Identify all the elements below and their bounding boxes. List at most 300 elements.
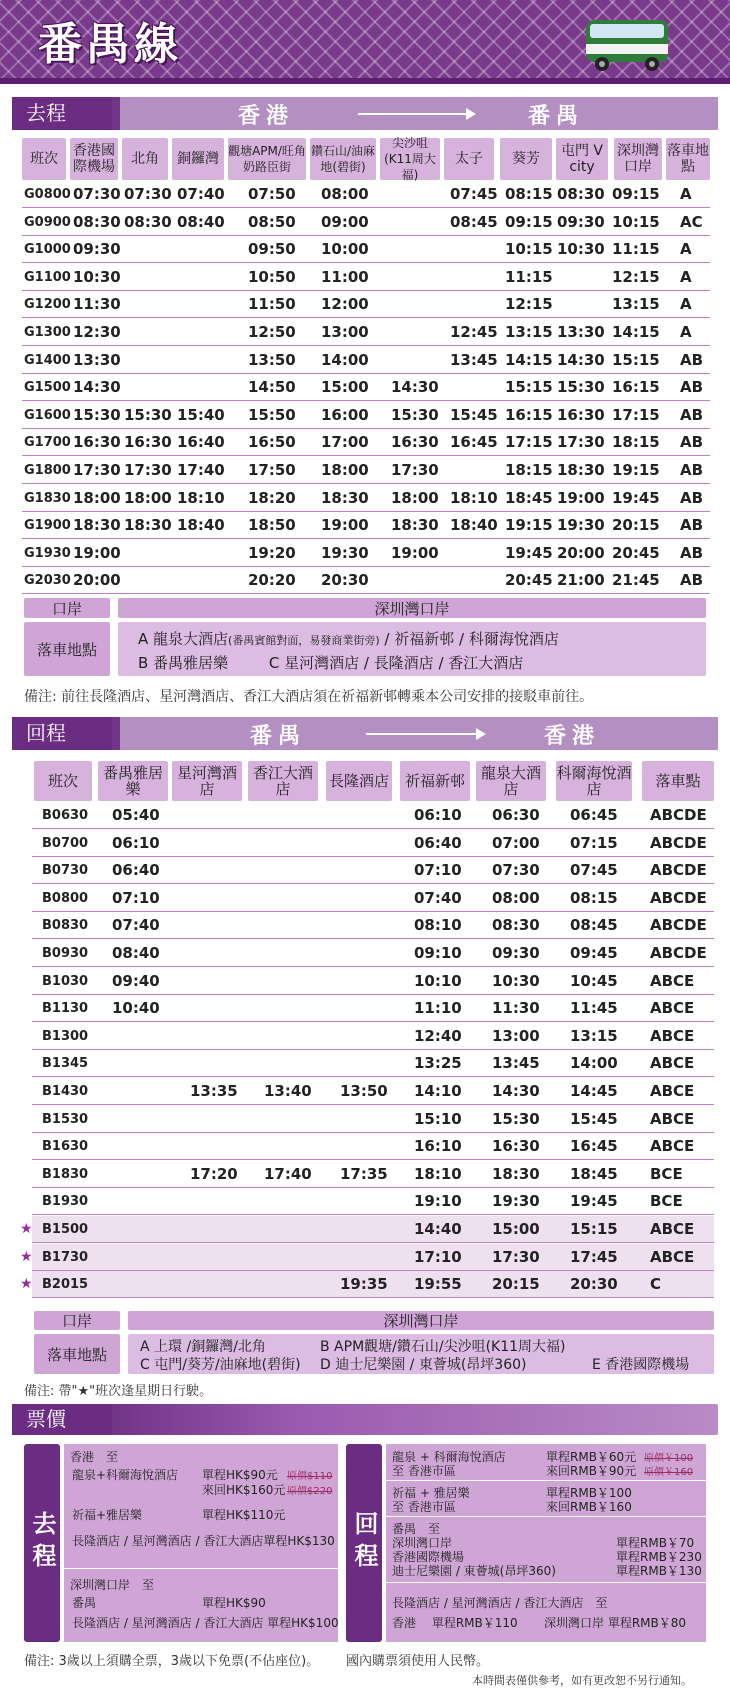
outbound-header-3: 銅鑼灣 <box>172 138 224 180</box>
outbound-row <box>22 567 710 594</box>
time-cell: 19:55 <box>414 1275 462 1294</box>
divider <box>64 1568 338 1569</box>
inbound-drop-b: B APM觀塘/鑽石山/尖沙咀(K11周大福) <box>320 1339 566 1355</box>
drop-point: ABCDE <box>650 916 707 935</box>
time-cell: 16:30 <box>124 433 172 452</box>
inbound-tab: 回程 <box>12 717 112 750</box>
trip-code: B1030 <box>42 973 89 989</box>
inbound-row <box>32 912 714 939</box>
time-cell: 10:30 <box>557 240 605 259</box>
time-cell: 08:00 <box>492 888 540 907</box>
time-cell: 11:15 <box>505 267 553 286</box>
time-cell: 12:40 <box>414 1026 462 1045</box>
time-cell: 17:10 <box>414 1247 462 1266</box>
outbound-row <box>22 429 710 456</box>
drop-point: A <box>680 323 692 341</box>
outbound-row <box>22 319 710 346</box>
inbound-drop-label: 落車地點 <box>34 1334 120 1374</box>
time-cell: 10:15 <box>612 212 660 231</box>
time-cell: 17:30 <box>124 461 172 479</box>
time-cell: 11:50 <box>248 295 296 314</box>
fare-out-l2: 祈福+雅居樂 <box>72 1508 143 1522</box>
time-cell: 06:30 <box>492 806 540 824</box>
trip-code: B0800 <box>42 890 89 906</box>
inbound-row <box>20 1216 714 1243</box>
outbound-header-1: 香港國際機場 <box>70 138 118 180</box>
fare-ret-l2-p2: 來回RMB￥160 <box>546 1500 632 1514</box>
time-cell: 06:40 <box>112 861 160 880</box>
time-cell: 07:45 <box>450 185 498 203</box>
time-cell: 13:45 <box>450 350 498 369</box>
time-cell: 18:30 <box>124 516 172 535</box>
time-cell: 18:30 <box>391 516 439 535</box>
trip-code: B1430 <box>42 1084 89 1099</box>
trip-code: B1530 <box>42 1111 89 1127</box>
outbound-route <box>120 97 718 130</box>
outbound-port-value: 深圳灣口岸 <box>118 598 706 618</box>
time-cell: 13:50 <box>248 350 296 369</box>
time-cell: 07:40 <box>112 916 160 935</box>
time-cell: 16:50 <box>248 433 296 452</box>
time-cell: 12:45 <box>450 323 498 341</box>
fare-ret-l1-o2: 原價￥160 <box>644 1467 694 1478</box>
trip-code: B1500 <box>42 1222 89 1237</box>
time-cell: 09:30 <box>492 944 540 962</box>
time-cell: 13:15 <box>505 323 553 341</box>
time-cell: 07:15 <box>570 833 618 852</box>
drop-point: AB <box>680 461 704 479</box>
time-cell: 17:15 <box>505 433 553 452</box>
time-cell: 14:15 <box>612 323 660 341</box>
time-cell: 20:30 <box>570 1275 618 1294</box>
fare-ret-l3-c: 迪士尼樂園 / 東薈城(昂坪360) <box>392 1564 556 1578</box>
time-cell: 18:10 <box>414 1164 462 1183</box>
time-cell: 10:30 <box>73 267 121 286</box>
trip-code: B1345 <box>42 1056 89 1072</box>
inbound-row <box>20 1244 714 1271</box>
trip-code: G0900 <box>24 214 71 230</box>
inbound-row <box>32 1106 714 1133</box>
trip-code: G1200 <box>24 297 71 313</box>
drop-point: AB <box>680 516 704 535</box>
fare-ret-l3-bp: 單程RMB￥230 <box>616 1550 702 1564</box>
time-cell: 19:00 <box>321 516 369 535</box>
time-cell: 07:40 <box>414 888 462 907</box>
inbound-row <box>32 830 714 857</box>
inbound-row <box>32 1023 714 1050</box>
time-cell: 17:40 <box>177 461 225 479</box>
outbound-row <box>22 374 710 401</box>
outbound-header-8: 葵芳 <box>500 138 552 180</box>
time-cell: 08:45 <box>450 212 498 231</box>
trip-code: G1400 <box>24 352 71 368</box>
trip-code: G2030 <box>24 573 71 589</box>
fare-out-hk-to: 香港 至 <box>70 1450 119 1464</box>
time-cell: 12:00 <box>321 295 369 314</box>
time-cell: 15:10 <box>414 1109 462 1128</box>
time-cell: 13:50 <box>340 1082 388 1100</box>
time-cell: 09:00 <box>321 212 369 231</box>
time-cell: 13:40 <box>264 1082 312 1100</box>
trip-code: B0830 <box>42 918 89 934</box>
time-cell: 18:30 <box>73 516 121 535</box>
trip-code: G1300 <box>24 325 71 340</box>
time-cell: 12:15 <box>612 267 660 286</box>
time-cell: 18:00 <box>321 461 369 479</box>
time-cell: 18:40 <box>450 516 498 535</box>
drop-point: AB <box>680 571 704 590</box>
time-cell: 19:15 <box>612 461 660 479</box>
fare-ret-l4-a: 香港 單程RMB￥110 <box>392 1616 518 1630</box>
drop-point: AB <box>680 350 704 369</box>
inbound-row <box>32 1050 714 1077</box>
inbound-row <box>20 1271 714 1298</box>
time-cell: 14:00 <box>570 1054 618 1073</box>
trip-code: B1130 <box>42 1001 89 1017</box>
time-cell: 15:30 <box>492 1109 540 1128</box>
time-cell: 18:15 <box>505 461 553 479</box>
time-cell: 13:25 <box>414 1054 462 1073</box>
time-cell: 11:45 <box>570 999 618 1018</box>
outbound-header-7: 太子 <box>444 138 494 180</box>
time-cell: 13:15 <box>570 1026 618 1045</box>
fare-outbound-box <box>64 1444 338 1642</box>
drop-point: ABCE <box>650 1082 695 1100</box>
time-cell: 19:00 <box>73 543 121 562</box>
trip-code: G1000 <box>24 242 71 258</box>
inbound-header-5: 祈福新邨 <box>400 761 470 801</box>
drop-point: A <box>680 295 692 314</box>
time-cell: 17:30 <box>73 461 121 479</box>
time-cell: 07:45 <box>570 861 618 880</box>
time-cell: 18:45 <box>505 488 553 507</box>
time-cell: 18:00 <box>391 488 439 507</box>
time-cell: 09:45 <box>570 944 618 962</box>
time-cell: 17:00 <box>321 433 369 452</box>
trip-code: B0730 <box>42 863 89 879</box>
outbound-row <box>22 236 710 263</box>
drop-point: AB <box>680 378 704 397</box>
time-cell: 12:50 <box>248 323 296 341</box>
time-cell: 10:30 <box>492 971 540 990</box>
time-cell: 09:15 <box>612 185 660 203</box>
time-cell: 11:30 <box>492 999 540 1018</box>
fare-out-l1-o1: 原價$110 <box>287 1471 333 1482</box>
trip-code: G1930 <box>24 545 71 561</box>
sunday-star-icon: ★ <box>20 1221 33 1237</box>
inbound-row <box>32 1133 714 1160</box>
outbound-to: 番禺 <box>528 104 585 129</box>
trip-code: B1930 <box>42 1194 89 1210</box>
time-cell: 08:40 <box>177 212 225 231</box>
drop-point: ABCE <box>650 1054 695 1073</box>
divider <box>386 1516 706 1517</box>
time-cell: 16:15 <box>505 405 553 424</box>
fare-out-l1: 龍泉+科爾海悅酒店 <box>72 1468 179 1482</box>
time-cell: 15:45 <box>450 405 498 424</box>
time-cell: 20:20 <box>248 571 296 590</box>
inbound-drop-d: D 迪士尼樂園 / 東薈城(昂坪360) <box>320 1357 527 1373</box>
time-cell: 20:00 <box>73 571 121 590</box>
banner-stripe <box>0 78 730 84</box>
outbound-header-0: 班次 <box>22 138 66 180</box>
time-cell: 13:00 <box>492 1026 540 1045</box>
fare-ret-l1: 龍泉 + 科爾海悅酒店 <box>392 1450 506 1464</box>
fare-return-side-text: 回程 <box>350 1511 378 1575</box>
fare-out-l4: 番禺 <box>72 1596 97 1610</box>
outbound-row <box>22 347 710 374</box>
time-cell: 18:10 <box>450 488 498 507</box>
sunday-star-icon: ★ <box>20 1248 33 1265</box>
time-cell: 11:30 <box>73 295 121 314</box>
time-cell: 18:30 <box>557 461 605 479</box>
inbound-header-3: 香江大酒店 <box>248 761 318 801</box>
inbound-row <box>32 802 714 829</box>
drop-point: AB <box>680 488 704 507</box>
time-cell: 06:45 <box>570 806 618 824</box>
time-cell: 18:40 <box>177 516 225 535</box>
drop-point: ABCDE <box>650 888 707 907</box>
time-cell: 16:30 <box>73 433 121 452</box>
outbound-header-5: 鑽石山/油麻地(碧街) <box>310 138 376 180</box>
time-cell: 11:00 <box>321 267 369 286</box>
fare-ret-l1-p2: 來回RMB￥90元 <box>546 1464 637 1478</box>
time-cell: 20:45 <box>505 571 553 590</box>
inbound-note: 備注: 帶"★"班次逢星期日行駛。 <box>24 1384 213 1399</box>
outbound-header-10: 深圳灣口岸 <box>614 138 662 180</box>
inbound-header-2: 星河灣酒店 <box>172 761 242 801</box>
sunday-star-icon: ★ <box>20 1276 33 1293</box>
time-cell: 07:10 <box>414 861 462 880</box>
fare-return-side <box>346 1444 382 1642</box>
time-cell: 16:10 <box>414 1137 462 1156</box>
time-cell: 08:45 <box>570 916 618 935</box>
outbound-drop-box <box>118 622 706 676</box>
time-cell: 08:40 <box>112 944 160 962</box>
time-cell: 18:45 <box>570 1164 618 1183</box>
time-cell: 07:30 <box>124 185 172 203</box>
time-cell: 20:45 <box>612 543 660 562</box>
time-cell: 19:00 <box>391 543 439 562</box>
time-cell: 19:30 <box>557 516 605 535</box>
inbound-row <box>32 885 714 912</box>
time-cell: 17:50 <box>248 461 296 479</box>
inbound-from: 番禺 <box>250 724 307 749</box>
drop-point: BCE <box>650 1192 683 1211</box>
trip-code: G1900 <box>24 518 71 534</box>
bus-icon <box>582 14 672 76</box>
outbound-from: 香港 <box>238 104 295 129</box>
outbound-header-4: 觀塘APM/旺角奶路臣街 <box>228 138 306 180</box>
outbound-port-label: 口岸 <box>24 598 110 618</box>
fare-ret-l4-b: 深圳灣口岸 單程RMB￥80 <box>544 1616 687 1630</box>
drop-point: AC <box>680 212 703 231</box>
time-cell: 15:00 <box>492 1220 540 1238</box>
time-cell: 16:30 <box>557 405 605 424</box>
trip-code: B0930 <box>42 946 89 961</box>
drop-point: BCE <box>650 1164 683 1183</box>
inbound-header-8: 落車點 <box>642 761 714 801</box>
outbound-note: 備注: 前往長隆酒店、星河灣酒店、香江大酒店須在祈福新邨轉乘本公司安排的接駁車前往。 <box>24 689 594 705</box>
time-cell: 15:40 <box>177 405 225 424</box>
trip-code: B1730 <box>42 1249 89 1265</box>
time-cell: 13:35 <box>190 1082 238 1100</box>
time-cell: 17:40 <box>264 1164 312 1183</box>
time-cell: 14:30 <box>73 378 121 397</box>
fare-ret-l2-to: 至 香港市區 <box>392 1500 456 1514</box>
drop-c: C 星河灣酒店 / 長隆酒店 / 香江大酒店 <box>268 654 524 672</box>
time-cell: 16:15 <box>612 378 660 397</box>
time-cell: 07:50 <box>248 185 296 203</box>
fare-out-l5: 長隆酒店 / 星河灣酒店 / 香江大酒店 單程HK$100 <box>72 1616 339 1630</box>
time-cell: 08:30 <box>492 916 540 935</box>
outbound-tab: 去程 <box>12 97 112 130</box>
time-cell: 15:15 <box>505 378 553 397</box>
time-cell: 20:15 <box>492 1275 540 1294</box>
inbound-header-6: 龍泉大酒店 <box>476 761 546 801</box>
fare-ret-l2-p1: 單程RMB￥100 <box>546 1486 632 1500</box>
time-cell: 15:45 <box>570 1109 618 1128</box>
drop-point: ABCDE <box>650 806 707 824</box>
fare-out-l1-p1: 單程HK$90元 <box>202 1468 278 1482</box>
fare-ret-l1-o1: 原價￥100 <box>644 1453 694 1464</box>
time-cell: 11:15 <box>612 240 660 259</box>
inbound-header-1: 番禺雅居樂 <box>98 761 168 801</box>
outbound-row <box>22 291 710 318</box>
time-cell: 14:10 <box>414 1082 462 1100</box>
time-cell: 08:50 <box>248 212 296 231</box>
time-cell: 14:00 <box>321 350 369 369</box>
fare-ret-l3-ap: 單程RMB￥70 <box>616 1536 695 1550</box>
time-cell: 16:00 <box>321 405 369 424</box>
trip-code: B0700 <box>42 835 89 851</box>
time-cell: 10:15 <box>505 240 553 259</box>
inbound-route <box>120 717 718 750</box>
drop-point: AB <box>680 405 704 424</box>
inbound-port-value: 深圳灣口岸 <box>128 1311 714 1330</box>
time-cell: 18:50 <box>248 516 296 535</box>
drop-point: ABCE <box>650 971 695 990</box>
time-cell: 09:30 <box>557 212 605 231</box>
time-cell: 19:45 <box>505 543 553 562</box>
fare-ret-l1-to: 至 香港市區 <box>392 1464 456 1478</box>
time-cell: 08:00 <box>321 185 369 203</box>
time-cell: 09:10 <box>414 944 462 962</box>
time-cell: 13:00 <box>321 323 369 341</box>
drop-point: A <box>680 185 692 203</box>
time-cell: 07:00 <box>492 833 540 852</box>
time-cell: 16:45 <box>570 1137 618 1156</box>
route-arrow-icon <box>358 113 474 115</box>
drop-point: ABCE <box>650 1109 695 1128</box>
time-cell: 09:30 <box>73 240 121 259</box>
trip-code: G1100 <box>24 269 71 285</box>
time-cell: 16:45 <box>450 433 498 452</box>
time-cell: 12:15 <box>505 295 553 314</box>
drop-point: AB <box>680 433 704 452</box>
outbound-row <box>22 540 710 567</box>
time-cell: 08:15 <box>570 888 618 907</box>
fare-out-l1-p2: 來回HK$160元 <box>202 1483 286 1497</box>
fare-ret-l3-cp: 單程RMB￥130 <box>616 1564 702 1578</box>
time-cell: 19:30 <box>321 543 369 562</box>
time-cell: 15:00 <box>321 378 369 397</box>
inbound-row <box>32 968 714 995</box>
time-cell: 14:50 <box>248 378 296 397</box>
time-cell: 19:45 <box>570 1192 618 1211</box>
fare-out-l3: 長隆酒店 / 星河灣酒店 / 香江大酒店單程HK$130 <box>72 1534 335 1548</box>
time-cell: 13:45 <box>492 1054 540 1073</box>
time-cell: 19:30 <box>492 1192 540 1211</box>
time-cell: 18:00 <box>73 488 121 507</box>
page-title: 番禺線 <box>38 19 182 70</box>
time-cell: 13:30 <box>557 323 605 341</box>
fare-note-1: 備注: 3歲以上須購全票，3歲以下免票(不佔座位)。 <box>24 1654 320 1669</box>
time-cell: 10:45 <box>570 971 618 990</box>
time-cell: 07:40 <box>177 185 225 203</box>
time-cell: 20:30 <box>321 571 369 590</box>
trip-code: G1800 <box>24 463 71 478</box>
time-cell: 07:30 <box>492 861 540 880</box>
inbound-drop-c: C 屯門/葵芳/油麻地(碧街) <box>140 1357 301 1373</box>
time-cell: 09:40 <box>112 971 160 990</box>
divider <box>386 1480 706 1481</box>
time-cell: 09:50 <box>248 240 296 259</box>
fare-out-l4-p: 單程HK$90 <box>202 1596 266 1610</box>
time-cell: 15:30 <box>557 378 605 397</box>
time-cell: 14:15 <box>505 350 553 369</box>
outbound-header-9: 屯門 V city <box>556 138 608 180</box>
time-cell: 17:35 <box>340 1164 388 1183</box>
time-cell: 19:35 <box>340 1275 388 1294</box>
route-arrow-icon <box>366 733 484 735</box>
time-cell: 20:00 <box>557 543 605 562</box>
drop-point: ABCDE <box>650 833 707 852</box>
fare-ret-l3-b: 香港國際機場 <box>392 1550 465 1564</box>
drop-point: ABCE <box>650 1247 695 1266</box>
drop-point: ABCE <box>650 1026 695 1045</box>
time-cell: 14:30 <box>557 350 605 369</box>
outbound-row <box>22 209 710 236</box>
drop-point: ABCDE <box>650 861 707 880</box>
trip-code: G1600 <box>24 407 71 423</box>
time-cell: 19:15 <box>505 516 553 535</box>
inbound-header-0: 班次 <box>34 761 92 801</box>
drop-point: ABCE <box>650 1220 695 1238</box>
outbound-row <box>22 181 710 208</box>
inbound-drop-e: E 香港國際機場 <box>592 1357 690 1373</box>
drop-point: A <box>680 267 692 286</box>
trip-code: B1300 <box>42 1028 89 1044</box>
time-cell: 08:30 <box>124 212 172 231</box>
trip-code: G1830 <box>24 490 71 506</box>
drop-b: B 番禺雅居樂 <box>138 654 229 672</box>
time-cell: 15:50 <box>248 405 296 424</box>
drop-point: A <box>680 240 692 259</box>
time-cell: 19:00 <box>557 488 605 507</box>
time-cell: 13:15 <box>612 295 660 314</box>
fare-out-l1-o2: 原價$220 <box>287 1486 333 1497</box>
time-cell: 09:15 <box>505 212 553 231</box>
fare-tab: 票價 <box>12 1404 112 1435</box>
time-cell: 16:40 <box>177 433 225 452</box>
time-cell: 16:30 <box>391 433 439 452</box>
drop-a-note: (番禺賓館對面，易發商業街旁) <box>228 634 380 647</box>
time-cell: 08:10 <box>414 916 462 935</box>
time-cell: 10:00 <box>321 240 369 259</box>
inbound-drop-box <box>128 1334 714 1374</box>
time-cell: 05:40 <box>112 806 160 824</box>
